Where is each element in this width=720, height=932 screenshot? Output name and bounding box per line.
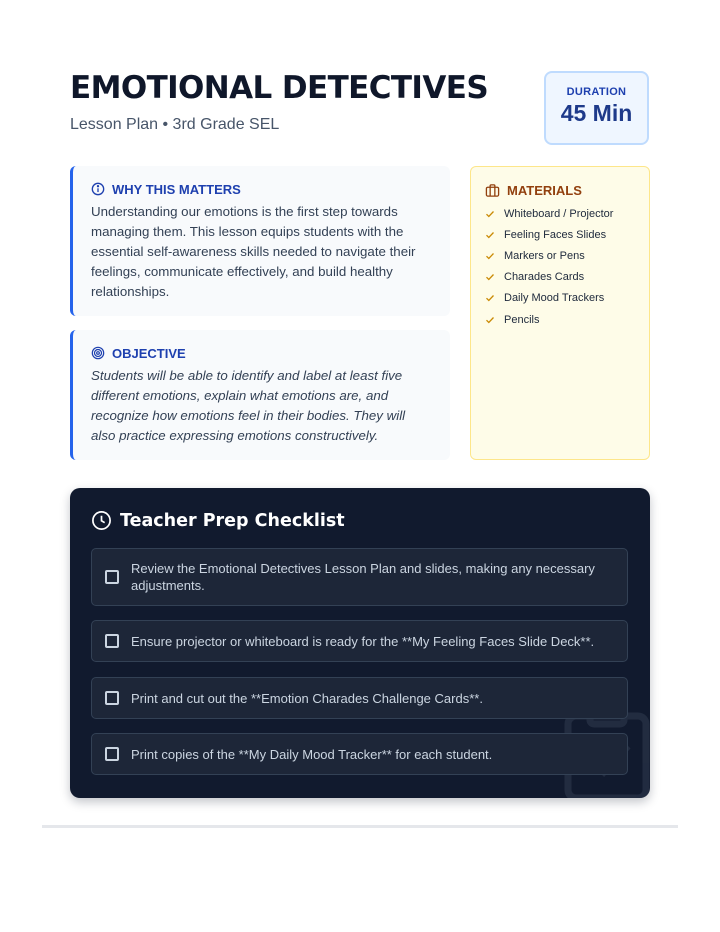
checklist-item-text: Ensure projector or whiteboard is ready for the **My Feeling Faces Slide Deck**. — [131, 633, 595, 649]
lesson-title: EMOTIONAL DETECTIVES — [70, 70, 489, 106]
prep-heading-row — [91, 510, 345, 531]
materials-item — [485, 245, 635, 266]
objective-heading: OBJECTIVE — [112, 345, 186, 361]
checklist-item — [91, 548, 628, 606]
objective-body: Students will be able to identify and label at least five different emotions, explain what emotions are, and recognize how emotions feel in their bodies. They will also practice expressing emotions constructively. — [91, 368, 406, 443]
lesson-subtitle: Lesson Plan • 3rd Grade SEL — [70, 116, 280, 133]
materials-item-label: Charades Cards — [504, 271, 585, 284]
why-heading: WHY THIS MATTERS — [112, 181, 241, 197]
duration-badge — [544, 71, 649, 145]
materials-item — [485, 267, 635, 288]
materials-item — [485, 224, 635, 245]
teacher-prep-panel — [70, 488, 650, 798]
materials-list — [485, 203, 635, 330]
checklist-item-text: Print copies of the **My Daily Mood Tracker** for each student. — [131, 746, 493, 762]
checklist-item — [91, 733, 628, 775]
clock-icon — [91, 510, 112, 531]
objective-card — [70, 330, 450, 460]
materials-item-label: Daily Mood Trackers — [504, 292, 605, 305]
check-icon — [485, 251, 495, 261]
check-icon — [485, 209, 495, 219]
materials-heading: MATERIALS — [507, 182, 582, 198]
target-icon — [91, 346, 105, 360]
materials-item — [485, 203, 635, 224]
why-body: Understanding our emotions is the first step towards managing them. This lesson equips students with the essential self-awareness skills needed to navigate their feelings, communicate effectively, and build healthy relationships. — [91, 204, 416, 299]
checklist-item — [91, 677, 628, 719]
objective-heading-row — [91, 344, 432, 362]
materials-item-label: Feeling Faces Slides — [504, 228, 607, 241]
check-icon — [485, 272, 495, 282]
checklist-checkbox[interactable] — [105, 570, 119, 584]
materials-item-label: Pencils — [504, 313, 540, 326]
materials-card — [470, 166, 650, 460]
prep-heading: Teacher Prep Checklist — [120, 510, 345, 531]
duration-label: DURATION — [566, 86, 627, 98]
page-divider — [42, 825, 678, 828]
why-heading-row — [91, 180, 432, 198]
checklist-item-text: Print and cut out the **Emotion Charades Challenge Cards**. — [131, 690, 483, 706]
info-icon — [91, 182, 105, 196]
why-this-matters-card — [70, 166, 450, 316]
check-icon — [485, 230, 495, 240]
duration-value: 45 Min — [560, 100, 633, 126]
materials-heading-row — [485, 181, 635, 199]
checklist-item-text: Review the Emotional Detectives Lesson Plan and slides, making any necessary adjustments. — [131, 561, 595, 593]
materials-item-label: Markers or Pens — [504, 249, 585, 262]
checklist-checkbox[interactable] — [105, 634, 119, 648]
checklist-checkbox[interactable] — [105, 691, 119, 705]
materials-item-label: Whiteboard / Projector — [504, 207, 614, 220]
checklist-checkbox[interactable] — [105, 747, 119, 761]
check-icon — [485, 293, 495, 303]
checklist-item — [91, 620, 628, 662]
check-icon — [485, 315, 495, 325]
materials-item — [485, 309, 635, 330]
briefcase-icon — [485, 183, 500, 198]
materials-item — [485, 288, 635, 309]
